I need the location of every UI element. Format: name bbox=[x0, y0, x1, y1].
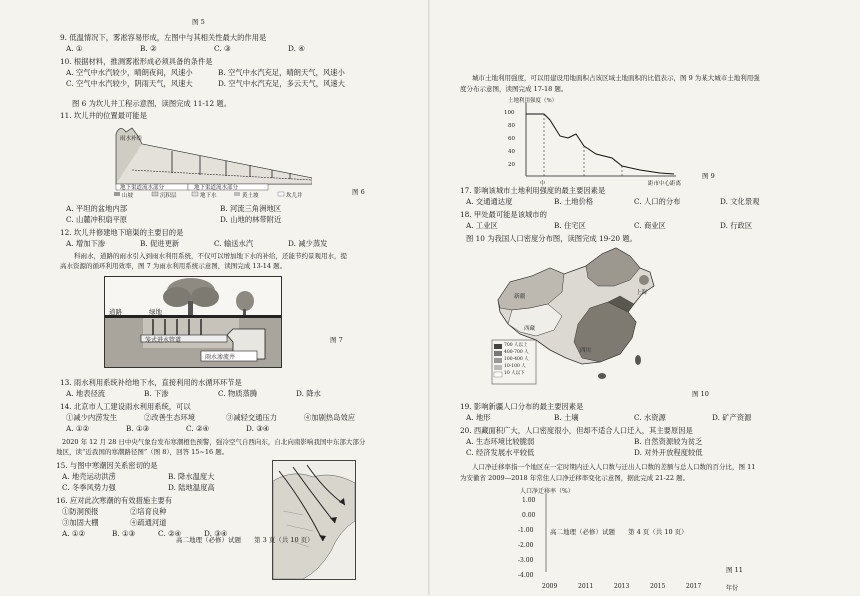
q15-opt-a: A. 地壳运动洪涝 bbox=[62, 472, 116, 481]
q10-opt-c: C. 空气中水汽较少，阴雨天气，风速大 bbox=[66, 79, 193, 88]
q17-opt-d: D. 文化景观 bbox=[720, 197, 760, 206]
q17-opt-c: C. 人口的分布 bbox=[634, 197, 681, 206]
q13-opt-b: B. 下渗 bbox=[144, 389, 169, 398]
intro-21-22-line1: 人口净迁移率指一个地区在一定时期内迁入人口数与迁出人口数的差额与总人口数的百分比，图 11 bbox=[472, 463, 756, 471]
fig11-ytick-0: 0.00 bbox=[522, 512, 536, 519]
fig5-caption: 图 5 bbox=[192, 18, 205, 26]
fig10-legend-2: 400-700 人 bbox=[504, 350, 529, 355]
q16-choice-d: D. ③④ bbox=[204, 529, 228, 538]
intro-17-18-line2: 度分布示意图，读图完成 17-18 题。 bbox=[460, 85, 568, 93]
q19-opt-d: D. 矿产资源 bbox=[712, 413, 752, 422]
fig6-legend-4: 黄土坡 bbox=[242, 193, 259, 199]
q12-opt-c: C. 输送水汽 bbox=[214, 239, 254, 248]
right-page bbox=[430, 0, 860, 595]
fig9-xlabel: 距市中心距离 bbox=[648, 181, 682, 187]
fig11-xtick-2015: 2015 bbox=[650, 583, 666, 590]
fig9-ytick-40: 40 bbox=[508, 149, 515, 155]
left-footer: 高二地理（必修）试题 第 3 页（共 10 页） bbox=[176, 536, 314, 544]
fig9-ytick-60: 60 bbox=[508, 136, 515, 142]
q16-item-3: ③加固大棚 bbox=[62, 518, 99, 527]
fig11-ylabel: 人口净迁移率（%） bbox=[520, 488, 574, 495]
fig10-caption: 图 10 bbox=[692, 390, 709, 398]
q17-opt-a: A. 交通通达度 bbox=[466, 197, 513, 206]
fig11-xtick-2009: 2009 bbox=[542, 583, 558, 590]
q11-stem: 11. 坎儿井的位置最可能是 bbox=[60, 111, 147, 120]
q9-opt-b: B. ② bbox=[140, 44, 157, 53]
fig11-ytick-neg2: -2.00 bbox=[518, 542, 534, 549]
fig11-ytick-neg3: -3.00 bbox=[518, 557, 534, 564]
intro-13-14-line2: 高水资源的循环利用效率，图 7 为雨水利用系统示意图，读图完成 13-14 题。 bbox=[60, 262, 287, 270]
q14-item-4: ④加剧热岛效应 bbox=[304, 413, 356, 422]
q15-opt-c: C. 冬季风势力强 bbox=[62, 483, 116, 492]
fig10-label-sichuan: 四川 bbox=[580, 348, 592, 354]
q20-stem: 20. 西藏面积广大，人口密度很小，但却不适合人口迁入，其主要原因是 bbox=[460, 426, 693, 435]
q9-opt-a: A. ① bbox=[66, 44, 83, 53]
q19-opt-c: C. 水资源 bbox=[634, 413, 666, 422]
fig7-caption: 图 7 bbox=[330, 336, 343, 344]
q14-choice-a: A. ①② bbox=[66, 424, 89, 433]
q10-opt-a: A. 空气中水汽较少，晴朗夜间，风速小 bbox=[66, 68, 193, 77]
fig9-ytick-80: 80 bbox=[508, 123, 515, 129]
q20-opt-a: A. 生态环境比较脆弱 bbox=[466, 437, 535, 446]
q12-opt-a: A. 增加下渗 bbox=[66, 239, 106, 248]
fig11-ytick-neg1: -1.00 bbox=[518, 527, 534, 534]
fig6-label-seg2: 地下渠道流水部分 bbox=[194, 185, 239, 191]
q20-opt-b: B. 自然资源较为贫乏 bbox=[634, 437, 703, 446]
q14-choice-c: C. ②④ bbox=[186, 424, 210, 433]
q12-opt-b: B. 促进更新 bbox=[140, 239, 180, 248]
intro-19-20: 图 10 为我国人口密度分布图，读图完成 19-20 题。 bbox=[466, 234, 637, 243]
q11-opt-a: A. 平坦的盆地内部 bbox=[66, 204, 127, 213]
fig9-intensity-curve bbox=[526, 114, 674, 174]
left-page bbox=[0, 0, 430, 595]
fig7-label-road: 道路 bbox=[109, 308, 122, 316]
q14-choice-b: B. ①③ bbox=[126, 424, 150, 433]
fig9-ytick-100: 100 bbox=[504, 110, 515, 116]
q16-choice-a: A. ①② bbox=[62, 529, 85, 538]
q13-opt-a: A. 地表径流 bbox=[66, 389, 106, 398]
fig7-label-green: 绿地 bbox=[149, 308, 162, 316]
intro-15-16-line2: 地区，读“近我国的寒潮路径图”（图 8），回答 15~16 题。 bbox=[56, 448, 229, 456]
q20-opt-c: C. 经济发展水平较低 bbox=[466, 448, 535, 457]
q16-choice-b: B. ①③ bbox=[112, 529, 136, 538]
q19-opt-b: B. 土壤 bbox=[554, 413, 579, 422]
q12-stem: 12. 坎儿井修建地下暗渠的主要目的是 bbox=[60, 228, 184, 237]
q14-item-2: ②改善生态环境 bbox=[144, 413, 196, 422]
q11-opt-c: C. 山麓冲积扇平原 bbox=[66, 215, 128, 224]
fig11-xtick-2013: 2013 bbox=[614, 583, 630, 590]
q18-opt-b: B. 住宅区 bbox=[554, 221, 586, 230]
q13-opt-c: C. 物质蒸腾 bbox=[218, 389, 258, 398]
q16-item-2: ②培育良种 bbox=[130, 507, 167, 516]
q18-opt-d: D. 行政区 bbox=[720, 221, 753, 230]
intro-11-12: 图 6 为坎儿井工程示意图，读图完成 11-12 题。 bbox=[72, 99, 232, 108]
fig11-xlabel: 年份 bbox=[726, 585, 739, 592]
fig6-label-seg1: 地下渠道流水部分 bbox=[120, 185, 165, 191]
q10-opt-d: D. 空气中水汽充足，多云天气，风速大 bbox=[218, 79, 345, 88]
q11-opt-b: B. 河流三角洲地区 bbox=[220, 204, 282, 213]
fig9-x-center: 中 bbox=[540, 181, 546, 187]
q14-item-3: ③减轻交通压力 bbox=[226, 413, 278, 422]
q16-stem: 16. 应对此次寒潮的有效措施主要有 bbox=[56, 496, 173, 505]
intro-17-18-line1: 城市土地利用强度，可以用建设用地面积占该区域土地面积的比值表示，图 9 为某大城市土地利用强 bbox=[472, 74, 760, 82]
fig6-label-mountain: 雨水补给 bbox=[120, 136, 143, 142]
q14-choice-d: D. ③④ bbox=[246, 424, 270, 433]
fig7-diagram bbox=[104, 276, 282, 368]
fig7-label-pump: 雨水渗流井 bbox=[205, 354, 236, 361]
q20-opt-d: D. 对外开放程度较低 bbox=[634, 448, 703, 457]
fig10-legend-4: 10-100 人 bbox=[504, 364, 526, 369]
fig7-label-pipe: 笼式进水管道 bbox=[145, 337, 182, 344]
q18-opt-c: C. 商业区 bbox=[634, 221, 666, 230]
q14-item-1: ①减少内涝发生 bbox=[66, 413, 118, 422]
fig6-legend-3: 地下水 bbox=[200, 193, 217, 199]
fig10-label-shanghai: 上海 bbox=[636, 290, 648, 296]
q9-stem: 9. 低温情况下，雾凇容易形成，左图中与其相关性最大的作用是 bbox=[60, 33, 267, 42]
fig10-legend-3: 100-400 人 bbox=[504, 357, 529, 362]
fig10-population-map bbox=[490, 246, 664, 386]
fig9-chart bbox=[500, 96, 680, 186]
q19-opt-a: A. 地形 bbox=[466, 413, 491, 422]
q16-choice-c: C. ②④ bbox=[158, 529, 182, 538]
fig10-legend-1: 700 人以上 bbox=[504, 343, 528, 348]
fig9-ytick-20: 20 bbox=[508, 162, 515, 168]
q9-opt-c: C. ③ bbox=[214, 44, 231, 53]
fig11-ytick-neg4: -4.00 bbox=[518, 572, 534, 579]
fig11-ytick-1: 1.00 bbox=[522, 497, 536, 504]
fig6-legend-2: 沉积层 bbox=[160, 193, 177, 199]
q14-stem: 14. 北京市人工建设雨水利用系统，可以 bbox=[60, 402, 191, 411]
q9-opt-d: D. ④ bbox=[288, 44, 305, 53]
fig6-caption: 图 6 bbox=[352, 188, 365, 196]
fig11-chart bbox=[500, 486, 760, 592]
fig9-caption: 图 9 bbox=[702, 172, 715, 180]
fig6-diagram bbox=[112, 120, 312, 200]
right-footer: 高二地理（必修）试题 第 4 页（共 10 页） bbox=[550, 528, 688, 536]
fig11-xtick-2017: 2017 bbox=[686, 583, 702, 590]
q19-stem: 19. 影响新疆人口分布的最主要因素是 bbox=[460, 402, 584, 411]
q16-item-4: ④疏通河道 bbox=[130, 518, 167, 527]
q13-opt-d: D. 降水 bbox=[296, 389, 321, 398]
q10-opt-b: B. 空气中水汽充足，晴朗天气，风速小 bbox=[218, 68, 345, 77]
fig9-ylabel: 土地利用强度（%） bbox=[508, 98, 558, 104]
q12-opt-d: D. 减少蒸发 bbox=[288, 239, 328, 248]
fig10-label-tibet: 西藏 bbox=[524, 326, 536, 332]
fig8-cold-wave-map bbox=[272, 460, 356, 580]
fig10-legend-5: 10 人以下 bbox=[504, 371, 525, 376]
q15-opt-b: B. 降水温度大 bbox=[168, 472, 215, 481]
q15-stem: 15. 与图中寒潮因关系密切的是 bbox=[56, 461, 158, 470]
fig11-caption: 图 11 bbox=[726, 566, 743, 574]
q18-stem: 18. 甲处最可能是该城市的 bbox=[460, 210, 547, 219]
q16-item-1: ①防洞预报 bbox=[62, 507, 99, 516]
intro-15-16-line1: 2020 年 12 月 28 日中央气象台发布寒潮橙色预警，强冷空气自西向东，自北向南影响我国中东部大部分 bbox=[62, 438, 366, 446]
fig10-label-xinjiang: 新疆 bbox=[514, 294, 526, 300]
intro-13-14-line1: 科雨水，道路的雨水引入到雨水利用系统，不仅可以增加地下水的补给，还能节约景观用水，提 bbox=[74, 252, 347, 260]
q17-stem: 17. 影响该城市土地利用强度的最主要因素是 bbox=[460, 186, 606, 195]
q11-opt-d: D. 山地的林带附近 bbox=[220, 215, 282, 224]
fig6-legend-5: 坎儿井 bbox=[286, 193, 303, 199]
fig11-xtick-2011: 2011 bbox=[578, 583, 594, 590]
fig6-legend-1: 山坡 bbox=[122, 193, 134, 199]
q17-opt-b: B. 土地价格 bbox=[554, 197, 594, 206]
q10-stem: 10. 根据材料，推测雾凇形成必须具备的条件是 bbox=[60, 57, 213, 66]
q15-opt-d: D. 陆地温度高 bbox=[168, 483, 215, 492]
q13-stem: 13. 雨水利用系统补给地下水，直接利用的水循环环节是 bbox=[60, 378, 242, 387]
intro-21-22-line2: 为安徽省 2009—2018 年常住人口净迁移率变化示意图，据此完成 21-22 题。 bbox=[460, 474, 690, 482]
q18-opt-a: A. 工业区 bbox=[466, 221, 498, 230]
